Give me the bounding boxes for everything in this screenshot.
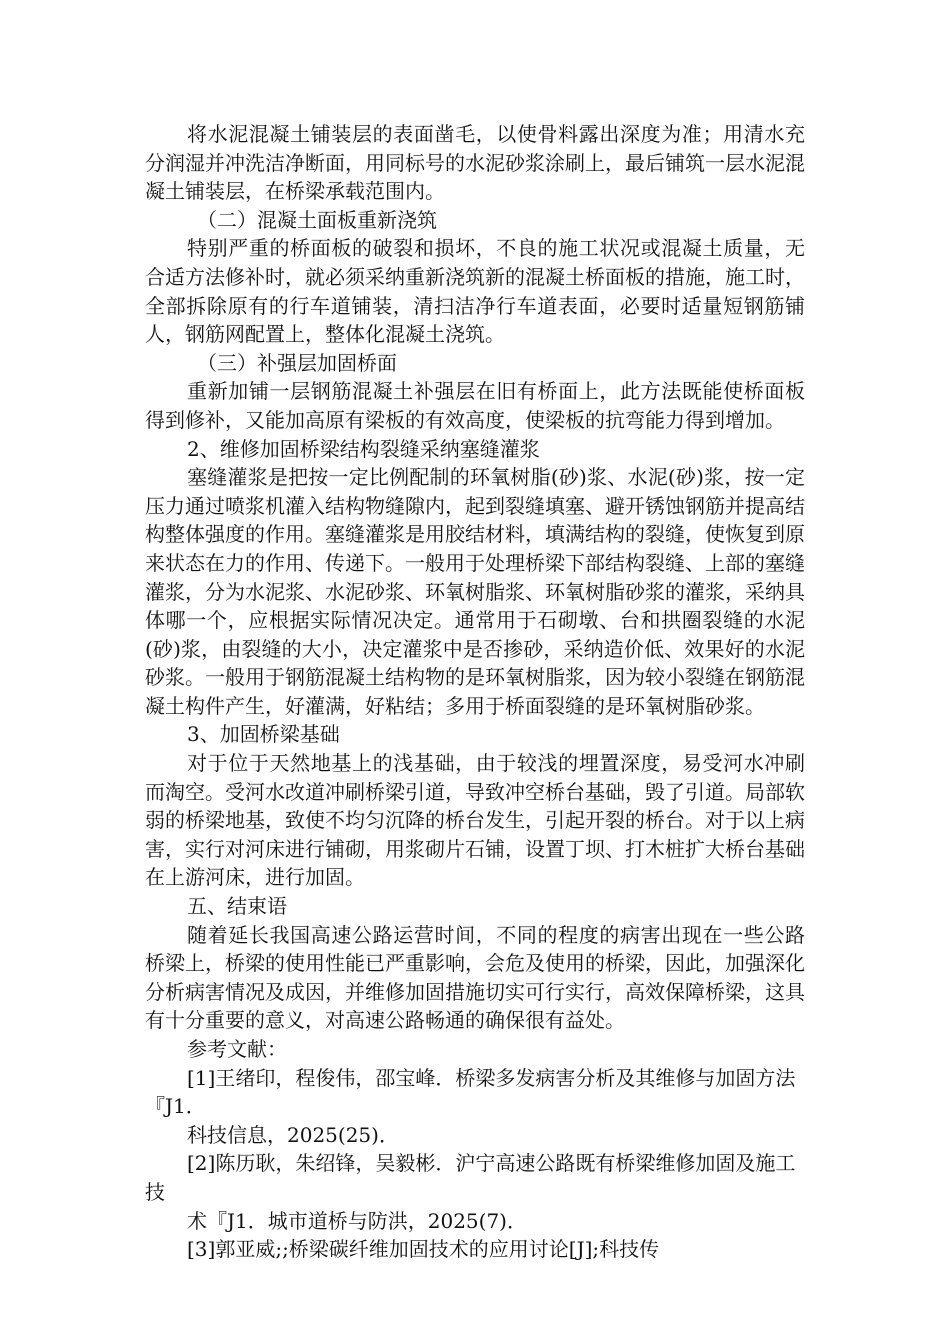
section-subheading: （二）混凝土面板重新浇筑: [197, 207, 437, 232]
reference-item: [3]郭亚威;;桥梁碳纤维加固技术的应用讨论[J];科技传: [187, 1237, 660, 1262]
reference-item: 术『J1．城市道桥与防洪，2025(7)．: [187, 1208, 527, 1233]
references-heading: 参考文献：: [187, 1037, 287, 1061]
body-paragraph: 塞缝灌浆是把按一定比例配制的环氧树脂(砂)浆、水泥(砂)浆，按一定压力通过喷浆机灌入结构物缝隙内，起到裂缝填塞、避开锈蚀钢筋并提高结构整体强度的作用。塞缝灌浆是用胶结材料，填满结构的裂缝，使恢复到原来状态在力的作用、传递下。一般用于处理桥梁下部结构裂缝、上部的塞缝灌浆，分为水泥浆、水泥砂浆、环氧树脂浆、环氧树脂砂浆的灌浆，采纳具体哪一个，应根据实际情况决定。通常用于石砌墩、台和拱圈裂缝的水泥(砂)浆，由裂缝的大小，决定灌浆中是否掺砂，采纳造价低、效果好的水泥砂浆。一般用于钢筋混凝土结构物的是环氧树脂浆，因为较小裂缝在钢筋混凝土构件产生，好灌满，好粘结；多用于桥面裂缝的是环氧树脂砂浆。: [145, 465, 805, 718]
body-paragraph: 将水泥混凝土铺装层的表面凿毛，以使骨料露出深度为准；用清水充分润湿并冲洗洁净断面，用同标号的水泥砂浆涂刷上，最后铺筑一层水泥混凝土铺装层，在桥梁承载范围内。: [145, 122, 805, 204]
reference-item: 科技信息，2025(25)．: [187, 1122, 399, 1147]
body-paragraph: 重新加铺一层钢筋混凝土补强层在旧有桥面上，此方法既能使桥面板得到修补，又能加高原有梁板的有效高度，使梁板的抗弯能力得到增加。: [145, 379, 805, 432]
body-paragraph: 特别严重的桥面板的破裂和损坏，不良的施工状况或混凝土质量，无合适方法修补时，就必须采纳重新浇筑新的混凝土桥面板的措施，施工时，全部拆除原有的行车道铺装，清扫洁净行车道表面，必要时适量短钢筋铺人，钢筋网配置上，整体化混凝土浇筑。: [145, 236, 805, 347]
reference-item: [1]王绪印，程俊伟，邵宝峰．桥梁多发病害分析及其维修与加固方法『J1．: [145, 1065, 796, 1119]
section-heading: 3、加固桥梁基础: [187, 722, 340, 747]
section-heading: 2、维修加固桥梁结构裂缝采纳塞缝灌浆: [187, 436, 540, 461]
section-heading: 五、结束语: [187, 894, 287, 919]
section-subheading: （三）补强层加固桥面: [197, 350, 397, 375]
reference-item: [2]陈历耿，朱绍锋，吴毅彬．沪宁高速公路既有桥梁维修加固及施工技: [145, 1151, 796, 1204]
body-paragraph: 对于位于天然地基上的浅基础，由于较浅的埋置深度，易受河水冲刷而淘空。受河水改道冲刷桥梁引道，导致冲空桥台基础，毁了引道。局部软弱的桥梁地基，致使不均匀沉降的桥台发生，引起开裂的桥台。对于以上病害，实行对河床进行铺砌，用浆砌片石铺，设置丁坝、打木桩扩大桥台基础在上游河床，进行加固。: [145, 751, 805, 890]
body-paragraph: 随着延长我国高速公路运营时间，不同的程度的病害出现在一些公路桥梁上，桥梁的使用性能已严重影响，会危及使用的桥梁，因此，加强深化分析病害情况及成因，并维修加固措施切实可行实行，高效保障桥梁，这具有十分重要的意义，对高速公路畅通的确保很有益处。: [145, 922, 805, 1033]
document-page: [145, 120, 805, 1264]
